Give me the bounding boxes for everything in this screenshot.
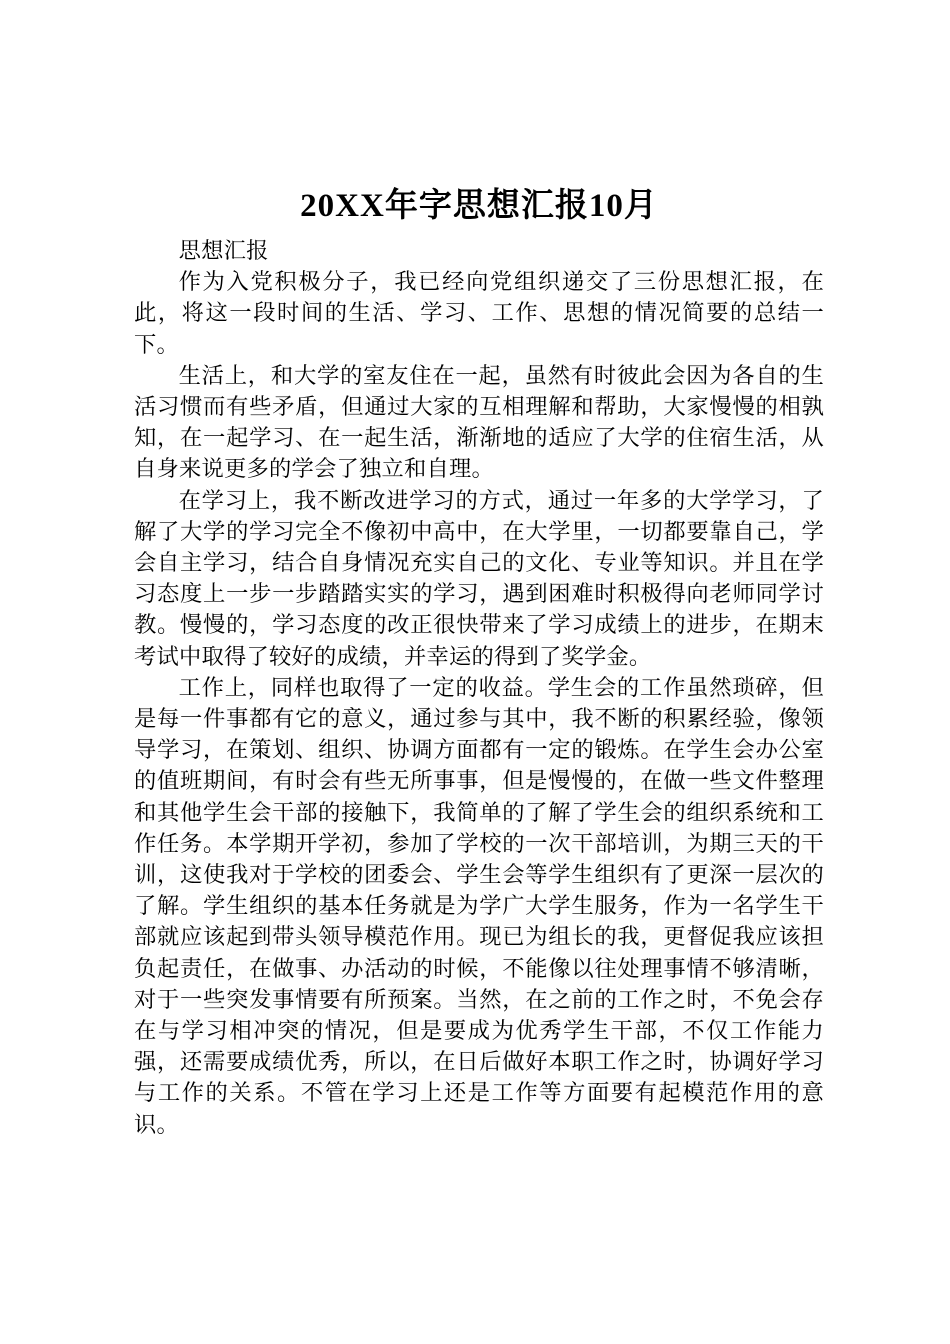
paragraph-intro: 作为入党积极分子，我已经向党组织递交了三份思想汇报，在此，将这一段时间的生活、学习、工作、思想的情况简要的总结一下。 (134, 269, 824, 358)
paragraph-heading: 思想汇报 (178, 238, 269, 264)
paragraph-life: 生活上，和大学的室友住在一起，虽然有时彼此会因为各自的生活习惯而有些矛盾，但通过大家的互相理解和帮助，大家慢慢的相孰知，在一起学习、在一起生活，渐渐地的适应了大学的住宿生活，从自身来说更多的学会了独立和自理。 (134, 362, 824, 483)
paragraph-study: 在学习上，我不断改进学习的方式，通过一年多的大学学习，了解了大学的学习完全不像初中高中，在大学里，一切都要靠自己，学会自主学习，结合自身情况充实自己的文化、专业等知识。并且在学习态度上一步一步踏踏实实的学习，遇到困难时积极得向老师同学讨教。慢慢的，学习态度的改正很快带来了学习成绩上的进步，在期末考试中取得了较好的成绩，并幸运的得到了奖学金。 (134, 487, 824, 670)
paragraph-work: 工作上，同样也取得了一定的收益。学生会的工作虽然琐碎，但是每一件事都有它的意义，通过参与其中，我不断的积累经验，像领导学习，在策划、组织、协调方面都有一定的锻炼。在学生会办公室的值班期间，有时会有些无所事事，但是慢慢的，在做一些文件整理和其他学生会干部的接触下，我简单的了解了学生会的组织系统和工作任务。本学期开学初，参加了学校的一次干部培训，为期三天的干训，这使我对于学校的团委会、学生会等学生组织有了更深一层次的了解。学生组织的基本任务就是为学广大学生服务，作为一名学生干部就应该起到带头领导模范作用。现已为组长的我，更督促我应该担负起责任，在做事、办活动的时候，不能像以往处理事情不够清晰，对于一些突发事情要有所预案。当然，在之前的工作之时，不免会存在与学习相冲突的情况，但是要成为优秀学生干部，不仅工作能力强，还需要成绩优秀，所以，在日后做好本职工作之时，协调好学习与工作的关系。不管在学习上还是工作等方面要有起模范作用的意识。 (134, 674, 824, 1138)
document-title: 20XX年字思想汇报10月 (300, 188, 658, 224)
document-page (134, 180, 824, 1141)
